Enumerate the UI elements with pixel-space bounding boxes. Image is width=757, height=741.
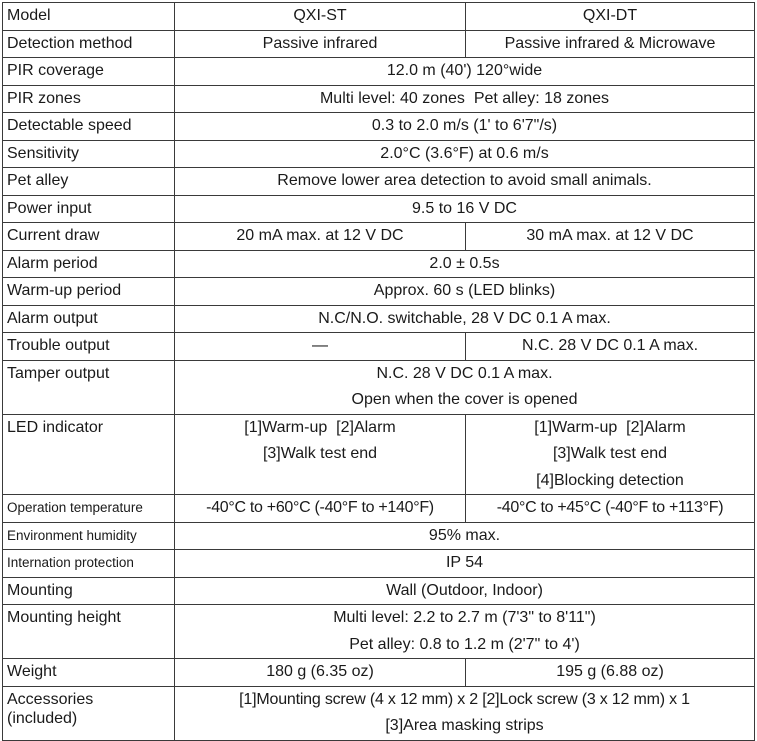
value-line: Open when the cover is opened bbox=[351, 391, 578, 408]
row-label: LED indicator bbox=[3, 414, 175, 495]
row-internation-protection bbox=[3, 550, 755, 578]
row-alarm-period bbox=[3, 250, 755, 278]
row-current-draw bbox=[3, 223, 755, 251]
value-shared bbox=[175, 686, 755, 740]
row-alarm-output bbox=[3, 305, 755, 333]
value-dt: N.C. 28 V DC 0.1 A max. bbox=[466, 333, 755, 361]
row-operation-temperature bbox=[3, 495, 755, 523]
value-shared: 2.0 ± 0.5s bbox=[175, 250, 755, 278]
row-sensitivity bbox=[3, 140, 755, 168]
row-label: Power input bbox=[3, 195, 175, 223]
value-dt: -40°C to +45°C (-40°F to +113°F) bbox=[466, 495, 755, 523]
value-line: Pet alley: 0.8 to 1.2 m (2'7" to 4') bbox=[349, 635, 580, 653]
value-line: [4]Blocking detection bbox=[536, 471, 684, 489]
row-power-input bbox=[3, 195, 755, 223]
row-trouble-output bbox=[3, 333, 755, 361]
value-shared bbox=[175, 605, 755, 659]
value-dt: Passive infrared & Microwave bbox=[466, 30, 755, 58]
row-label: Current draw bbox=[3, 223, 175, 251]
row-mounting bbox=[3, 577, 755, 605]
value-line: [3]Walk test end bbox=[262, 445, 378, 462]
value-line: [1]Warm-up [2]Alarm bbox=[244, 418, 396, 436]
value-shared: IP 54 bbox=[175, 550, 755, 578]
row-label: Operation temperature bbox=[3, 495, 175, 523]
row-label: Alarm output bbox=[3, 305, 175, 333]
row-pet-alley bbox=[3, 168, 755, 196]
row-label: Trouble output bbox=[3, 333, 175, 361]
value-shared: 2.0°C (3.6°F) at 0.6 m/s bbox=[175, 140, 755, 168]
value-st: Passive infrared bbox=[175, 30, 466, 58]
value-st: -40°C to +60°C (-40°F to +140°F) bbox=[175, 495, 466, 523]
row-label: Weight bbox=[3, 659, 175, 687]
value-st bbox=[175, 414, 466, 495]
row-accessories bbox=[3, 686, 755, 740]
value-shared: Wall (Outdoor, Indoor) bbox=[175, 577, 755, 605]
value-dt: 195 g (6.88 oz) bbox=[466, 659, 755, 687]
row-label: Detectable speed bbox=[3, 113, 175, 141]
value-line: N.C. 28 V DC 0.1 A max. bbox=[376, 364, 553, 382]
row-label: Pet alley bbox=[3, 168, 175, 196]
value-shared: 0.3 to 2.0 m/s (1' to 6'7"/s) bbox=[175, 113, 755, 141]
row-label: Tamper output bbox=[3, 360, 175, 414]
row-label: Mounting height bbox=[3, 605, 175, 659]
row-mounting-height bbox=[3, 605, 755, 659]
row-label: Warm-up period bbox=[3, 278, 175, 306]
row-label: PIR coverage bbox=[3, 58, 175, 86]
label-line: Accessories bbox=[7, 690, 94, 708]
value-shared: Approx. 60 s (LED blinks) bbox=[175, 278, 755, 306]
value-line: [3]Area masking strips bbox=[385, 717, 544, 734]
row-label: Internation protection bbox=[3, 550, 175, 578]
row-label: Sensitivity bbox=[3, 140, 175, 168]
row-label bbox=[3, 686, 175, 740]
row-label: Detection method bbox=[3, 30, 175, 58]
value-shared: 9.5 to 16 V DC bbox=[175, 195, 755, 223]
row-warm-up-period bbox=[3, 278, 755, 306]
value-shared: 12.0 m (40') 120°wide bbox=[175, 58, 755, 86]
row-label: PIR zones bbox=[3, 85, 175, 113]
value-st: 20 mA max. at 12 V DC bbox=[175, 223, 466, 251]
value-st: 180 g (6.35 oz) bbox=[175, 659, 466, 687]
value-line: Multi level: 2.2 to 2.7 m (7'3" to 8'11") bbox=[333, 609, 596, 626]
row-tamper-output bbox=[3, 360, 755, 414]
label-line: (included) bbox=[7, 709, 78, 727]
row-pir-coverage bbox=[3, 58, 755, 86]
value-dt bbox=[466, 414, 755, 495]
value-st: — bbox=[175, 333, 466, 361]
value-shared: Multi level: 40 zones Pet alley: 18 zones bbox=[175, 85, 755, 113]
row-environment-humidity bbox=[3, 522, 755, 550]
value-dt: 30 mA max. at 12 V DC bbox=[466, 223, 755, 251]
row-label: Mounting bbox=[3, 577, 175, 605]
value-line: [3]Walk test end bbox=[552, 445, 668, 462]
spec-table bbox=[2, 2, 755, 741]
value-line: [1]Mounting screw (4 x 12 mm) x 2 [2]Lock screw (3 x 12 mm) x 1 bbox=[239, 690, 690, 708]
header-row bbox=[3, 3, 755, 31]
row-pir-zones bbox=[3, 85, 755, 113]
value-shared: 95% max. bbox=[175, 522, 755, 550]
header-label: Model bbox=[3, 3, 175, 31]
header-model-dt: QXI-DT bbox=[466, 3, 755, 31]
row-detection-method bbox=[3, 30, 755, 58]
row-weight bbox=[3, 659, 755, 687]
header-model-st: QXI-ST bbox=[175, 3, 466, 31]
row-label: Environment humidity bbox=[3, 522, 175, 550]
value-shared bbox=[175, 360, 755, 414]
value-shared: Remove lower area detection to avoid small animals. bbox=[175, 168, 755, 196]
row-led-indicator bbox=[3, 414, 755, 495]
row-detectable-speed bbox=[3, 113, 755, 141]
value-shared: N.C/N.O. switchable, 28 V DC 0.1 A max. bbox=[175, 305, 755, 333]
row-label: Alarm period bbox=[3, 250, 175, 278]
value-line: [1]Warm-up [2]Alarm bbox=[534, 418, 686, 436]
